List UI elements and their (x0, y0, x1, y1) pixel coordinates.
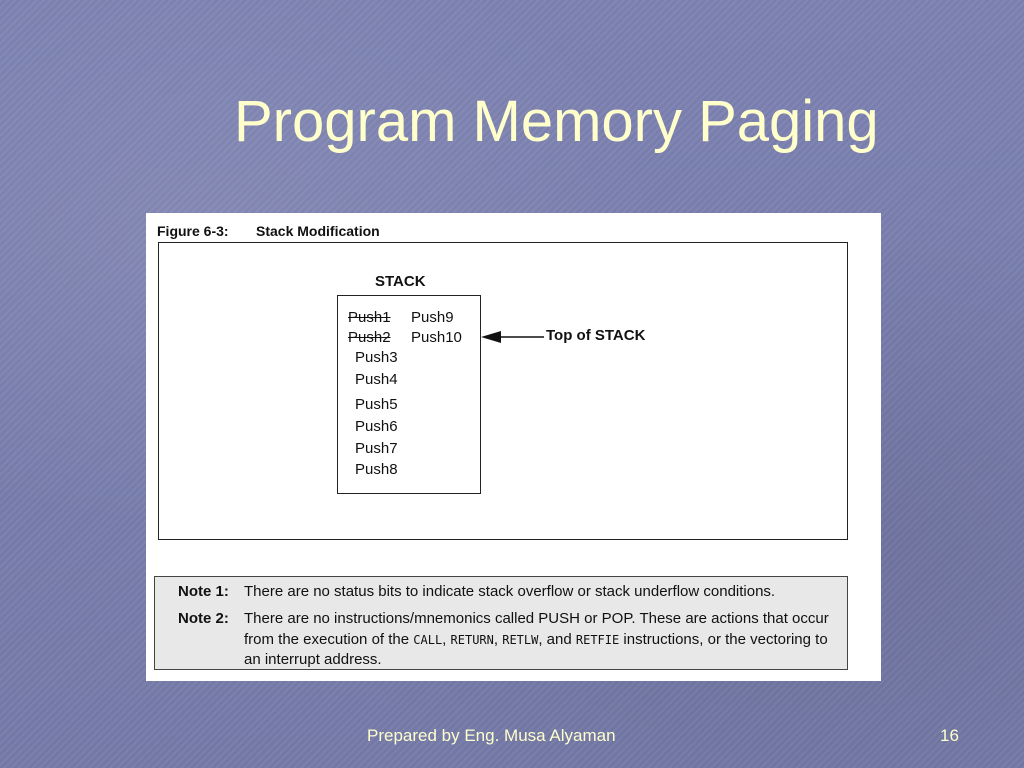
stack-entry-struck: Push1 (348, 309, 391, 326)
note-2-label: Note 2: (178, 610, 229, 627)
note-2-text-a: There are no instructions/mnemonics called PUSH or POP. These are actions that occur from the execution of the (244, 610, 829, 648)
figure-caption (157, 223, 380, 239)
top-of-stack-label: Top of STACK (546, 327, 646, 344)
stack-entry: Push8 (355, 461, 398, 478)
stack-entry: Push3 (355, 349, 398, 366)
figure-number: Figure 6-3: (157, 223, 229, 239)
stack-entry-struck: Push2 (348, 329, 391, 346)
note-2-text (244, 609, 840, 671)
footer-author: Prepared by Eng. Musa Alyaman (367, 726, 616, 745)
note-2-text-b: instructions, or the vectoring to an interrupt address. (244, 630, 828, 668)
stack-entry: Push6 (355, 418, 398, 435)
slide-title: Program Memory Paging (234, 89, 879, 154)
stack-entry: Push4 (355, 371, 398, 388)
stack-entry: Push5 (355, 396, 398, 413)
code-return: RETURN (450, 632, 494, 647)
code-retfie: RETFIE (575, 632, 620, 647)
separator: , (493, 630, 503, 648)
stack-heading: STACK (375, 273, 426, 290)
stack-entry: Push7 (355, 440, 398, 457)
stack-box (337, 295, 481, 494)
figure-caption-text: Stack Modification (256, 223, 380, 239)
separator: , (442, 630, 451, 648)
code-retlw: RETLW (502, 632, 539, 647)
note-1-label: Note 1: (178, 583, 229, 600)
separator: , and (538, 630, 576, 648)
figure-card (146, 213, 881, 681)
page-number: 16 (940, 726, 959, 745)
notes-box (154, 576, 848, 670)
stack-entry-overwrite: Push10 (411, 329, 462, 346)
top-of-stack-arrow-icon (481, 330, 545, 344)
stack-entry-overwrite: Push9 (411, 309, 454, 326)
code-call: CALL (413, 632, 443, 647)
note-1-text: There are no status bits to indicate stack overflow or stack underflow conditions. (244, 583, 776, 600)
stack-diagram (158, 242, 848, 540)
